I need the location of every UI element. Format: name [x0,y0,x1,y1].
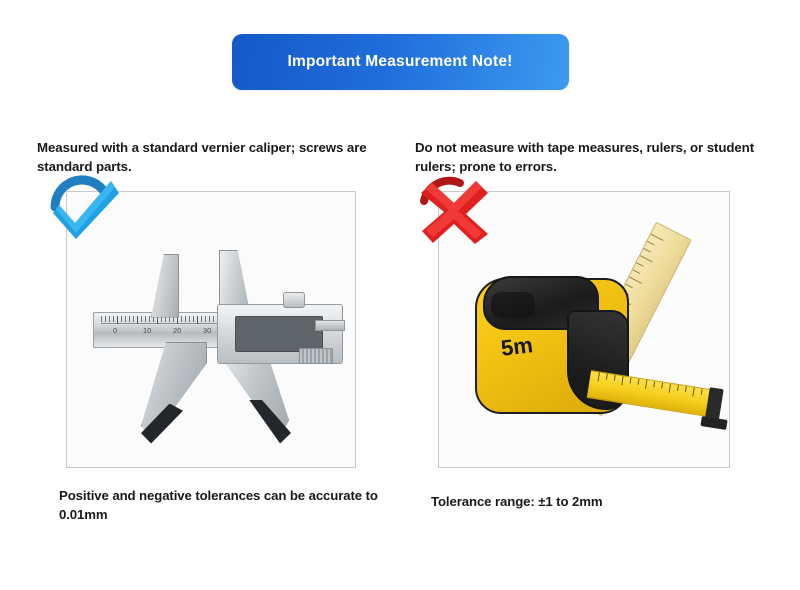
tape-measure-hook-base [700,416,727,430]
caliper-scale-numbers [97,326,227,338]
banner-container [0,34,800,90]
caliper-lcd-display [235,316,323,352]
caliper-number: 30 [203,325,212,335]
tape-measure-photo [439,192,729,467]
caliper-upper-fixed-jaw [151,254,179,318]
left-caption-top: Measured with a standard vernier caliper; screws are standard parts. [37,140,367,175]
banner-title: Important Measurement Note! [287,53,513,70]
caliper-number: 20 [173,325,182,335]
caliper-depth-rod [315,320,345,331]
caliper-lock-knob [283,292,305,308]
caliper-number: 0 [113,325,118,335]
right-image-frame [438,191,730,468]
right-caption-bottom: Tolerance range: ±1 to 2mm [431,493,603,509]
left-image-frame [66,191,356,468]
comparison-columns [0,138,800,525]
caliper-number: 10 [143,325,152,335]
column-correct-method [0,138,400,525]
left-caption-bottom: Positive and negative tolerances can be accurate to 0.01mm [59,487,378,523]
right-caption-top: Do not measure with tape measures, rulers, or student rulers; prone to errors. [415,140,755,175]
tape-measure-length-label: 5m [499,331,535,361]
caliper-photo [67,192,355,467]
important-note-banner [232,34,569,90]
tape-measure-window [491,292,535,318]
caliper-thumbwheel [299,348,333,364]
column-incorrect-method [400,138,800,525]
